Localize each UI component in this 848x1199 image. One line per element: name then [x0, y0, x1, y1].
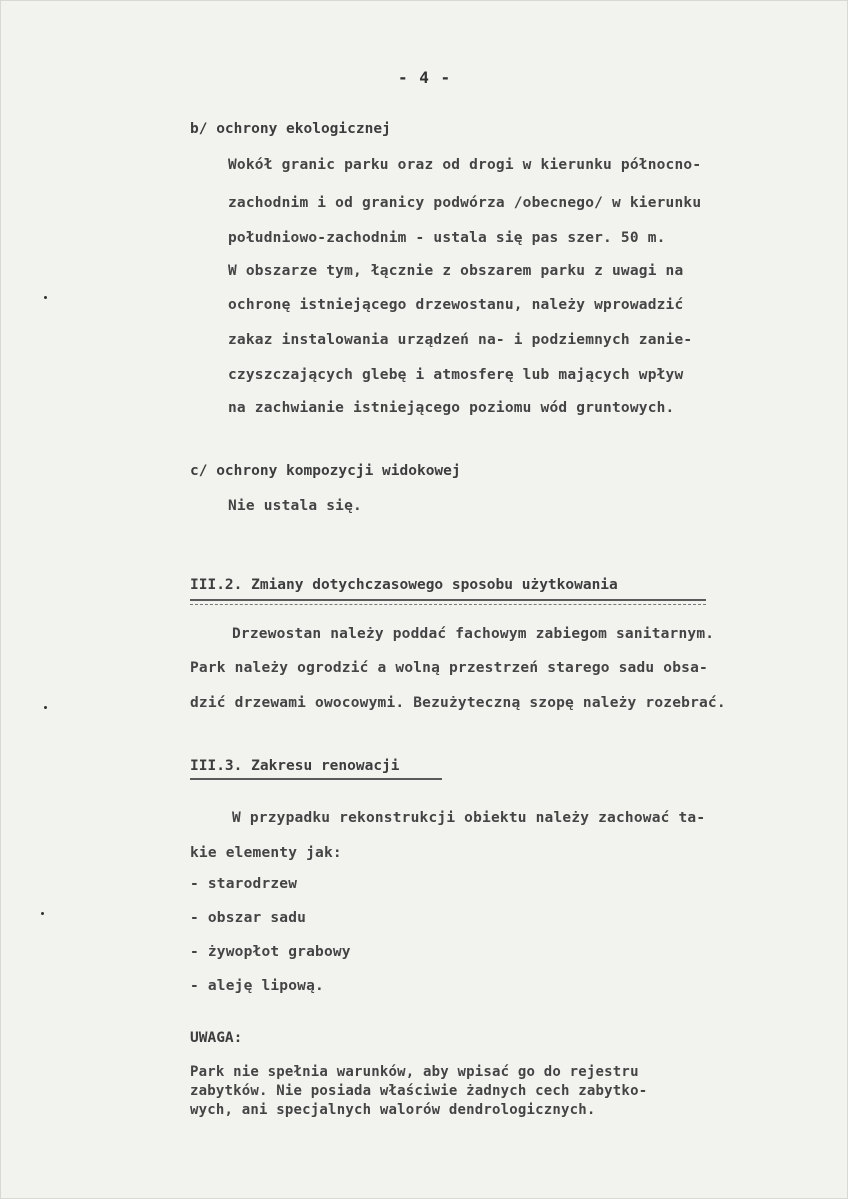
section-iii3-line: W przypadku rekonstrukcji obiektu należy zachować ta- [232, 810, 706, 826]
binder-hole-mark [44, 706, 47, 709]
section-iii3-heading: III.3. Zakresu renowacji [190, 758, 400, 774]
note-line: Park nie spełnia warunków, aby wpisać go do rejestru [190, 1064, 639, 1080]
section-iii3-underline [190, 778, 442, 780]
section-iii3-line: kie elementy jak: [190, 845, 342, 861]
section-iii3-list-item: - żywopłot grabowy [190, 944, 351, 960]
section-b-line: na zachwianie istniejącego poziomu wód gruntowych. [228, 400, 675, 416]
section-iii2-underline-second [190, 604, 706, 605]
binder-hole-mark [41, 912, 44, 915]
section-b-line: Wokół granic parku oraz od drogi w kierunku północno- [228, 157, 702, 173]
section-iii2-heading: III.2. Zmiany dotychczasowego sposobu użytkowania [190, 577, 618, 593]
section-iii3-list-item: - starodrzew [190, 876, 298, 892]
section-c-heading: c/ ochrony kompozycji widokowej [190, 463, 461, 479]
section-b-line: południowo-zachodnim - ustala się pas szer. 50 m. [228, 230, 666, 246]
note-label: UWAGA: [190, 1030, 243, 1046]
section-b-line: W obszarze tym, łącznie z obszarem parku z uwagi na [228, 263, 684, 279]
note-line: wych, ani specjalnych walorów dendrologicznych. [190, 1102, 596, 1118]
section-b-line: zakaz instalowania urządzeń na- i podziemnych zanie- [228, 332, 693, 348]
section-b-line: zachodnim i od granicy podwórza /obecnego/ w kierunku [228, 195, 702, 211]
section-iii3-list-item: - obszar sadu [190, 910, 307, 926]
section-iii2-line: dzić drzewami owocowymi. Bezużyteczną szopę należy rozebrać. [190, 695, 726, 711]
section-b-line: czyszczających glebę i atmosferę lub mających wpływ [228, 367, 684, 383]
note-line: zabytków. Nie posiada właściwie żadnych cech zabytko- [190, 1083, 648, 1099]
section-c-line: Nie ustala się. [228, 498, 362, 514]
section-iii2-underline [190, 599, 706, 601]
section-iii3-list-item: - aleję lipową. [190, 978, 324, 994]
section-iii2-line: Drzewostan należy poddać fachowym zabiegom sanitarnym. [232, 626, 715, 642]
binder-hole-mark [44, 296, 47, 299]
page-number: - 4 - [398, 68, 452, 87]
section-iii2-line: Park należy ogrodzić a wolną przestrzeń starego sadu obsa- [190, 660, 708, 676]
section-b-heading: b/ ochrony ekologicznej [190, 121, 391, 137]
section-b-line: ochronę istniejącego drzewostanu, należy wprowadzić [228, 297, 684, 313]
